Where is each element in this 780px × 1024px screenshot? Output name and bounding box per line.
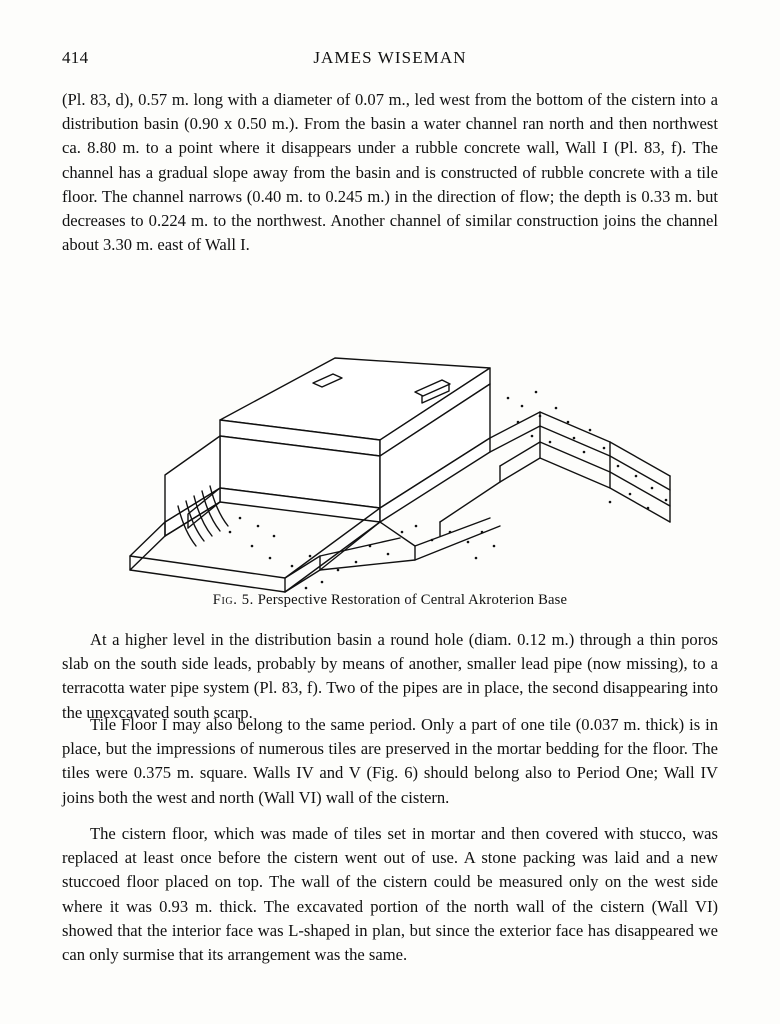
left-rock-scarp [165,436,228,546]
figure-5-illustration [62,270,718,610]
figure-caption [62,592,718,609]
running-title: JAMES WISEMAN [313,48,467,67]
figure-caption-text: Perspective Restoration of Central Akroterion Base [257,592,568,608]
page-header [62,48,718,70]
paragraph-1 [62,88,718,257]
paragraph-4 [62,822,718,967]
paragraph-2 [62,628,718,725]
paragraph-3 [62,713,718,810]
page-number: 414 [62,48,89,67]
akroterion-base-drawing [70,270,710,600]
paragraph-2-text: At a higher level in the distribution basin a round hole (diam. 0.12 m.) through a thin poros slab on the south side leads, probably by means of another, smaller lead pipe (now missing), to a terracotta water pipe system (Pl. 83, f). Two of the pipes are in place, the second disappearing into the unexcavated south scarp. [62,630,718,722]
paragraph-1-text: (Pl. 83, d), 0.57 m. long with a diameter of 0.07 m., led west from the bottom of the cistern into a distribution basin (0.90 x 0.50 m.). From the basin a water channel ran north and then northwest ca. 8.80 m. to a point where it disappears under a rubble concrete wall, Wall I (Pl. 83, f). The channel has a gradual slope away from the basin and is constructed of rubble concrete with a tile floor. The channel narrows (0.40 m. to 0.245 m.) in the direction of flow; the depth is 0.33 m. but decreases to 0.224 m. to the northwest. Another channel of similar construction joins the channel about 3.30 m. east of Wall I. [62,90,718,255]
paragraph-4-text: The cistern floor, which was made of tiles set in mortar and then covered with stucco, was replaced at least once before the cistern went out of use. A stone packing was laid and a new stuccoed floor placed on top. The wall of the cistern could be measured only on the west side where it was 0.93 m. thick. The excavated portion of the north wall of the cistern (Wall VI) showed that the interior face was L-shaped in plan, but since the exterior face has disappeared we can only surmise that its arrangement was the same. [62,824,718,965]
base-block-top [220,358,490,522]
figure-number: Fig. 5. [212,592,254,608]
paragraph-3-text: Tile Floor I may also belong to the same period. Only a part of one tile (0.037 m. thick) is in place, but the impressions of numerous tiles are preserved in the mortar bedding for the floor. The tiles were 0.375 m. square. Walls IV and V (Fig. 6) should belong also to Period One; Wall IV joins both the west and north (Wall VI) wall of the cistern. [62,715,718,807]
